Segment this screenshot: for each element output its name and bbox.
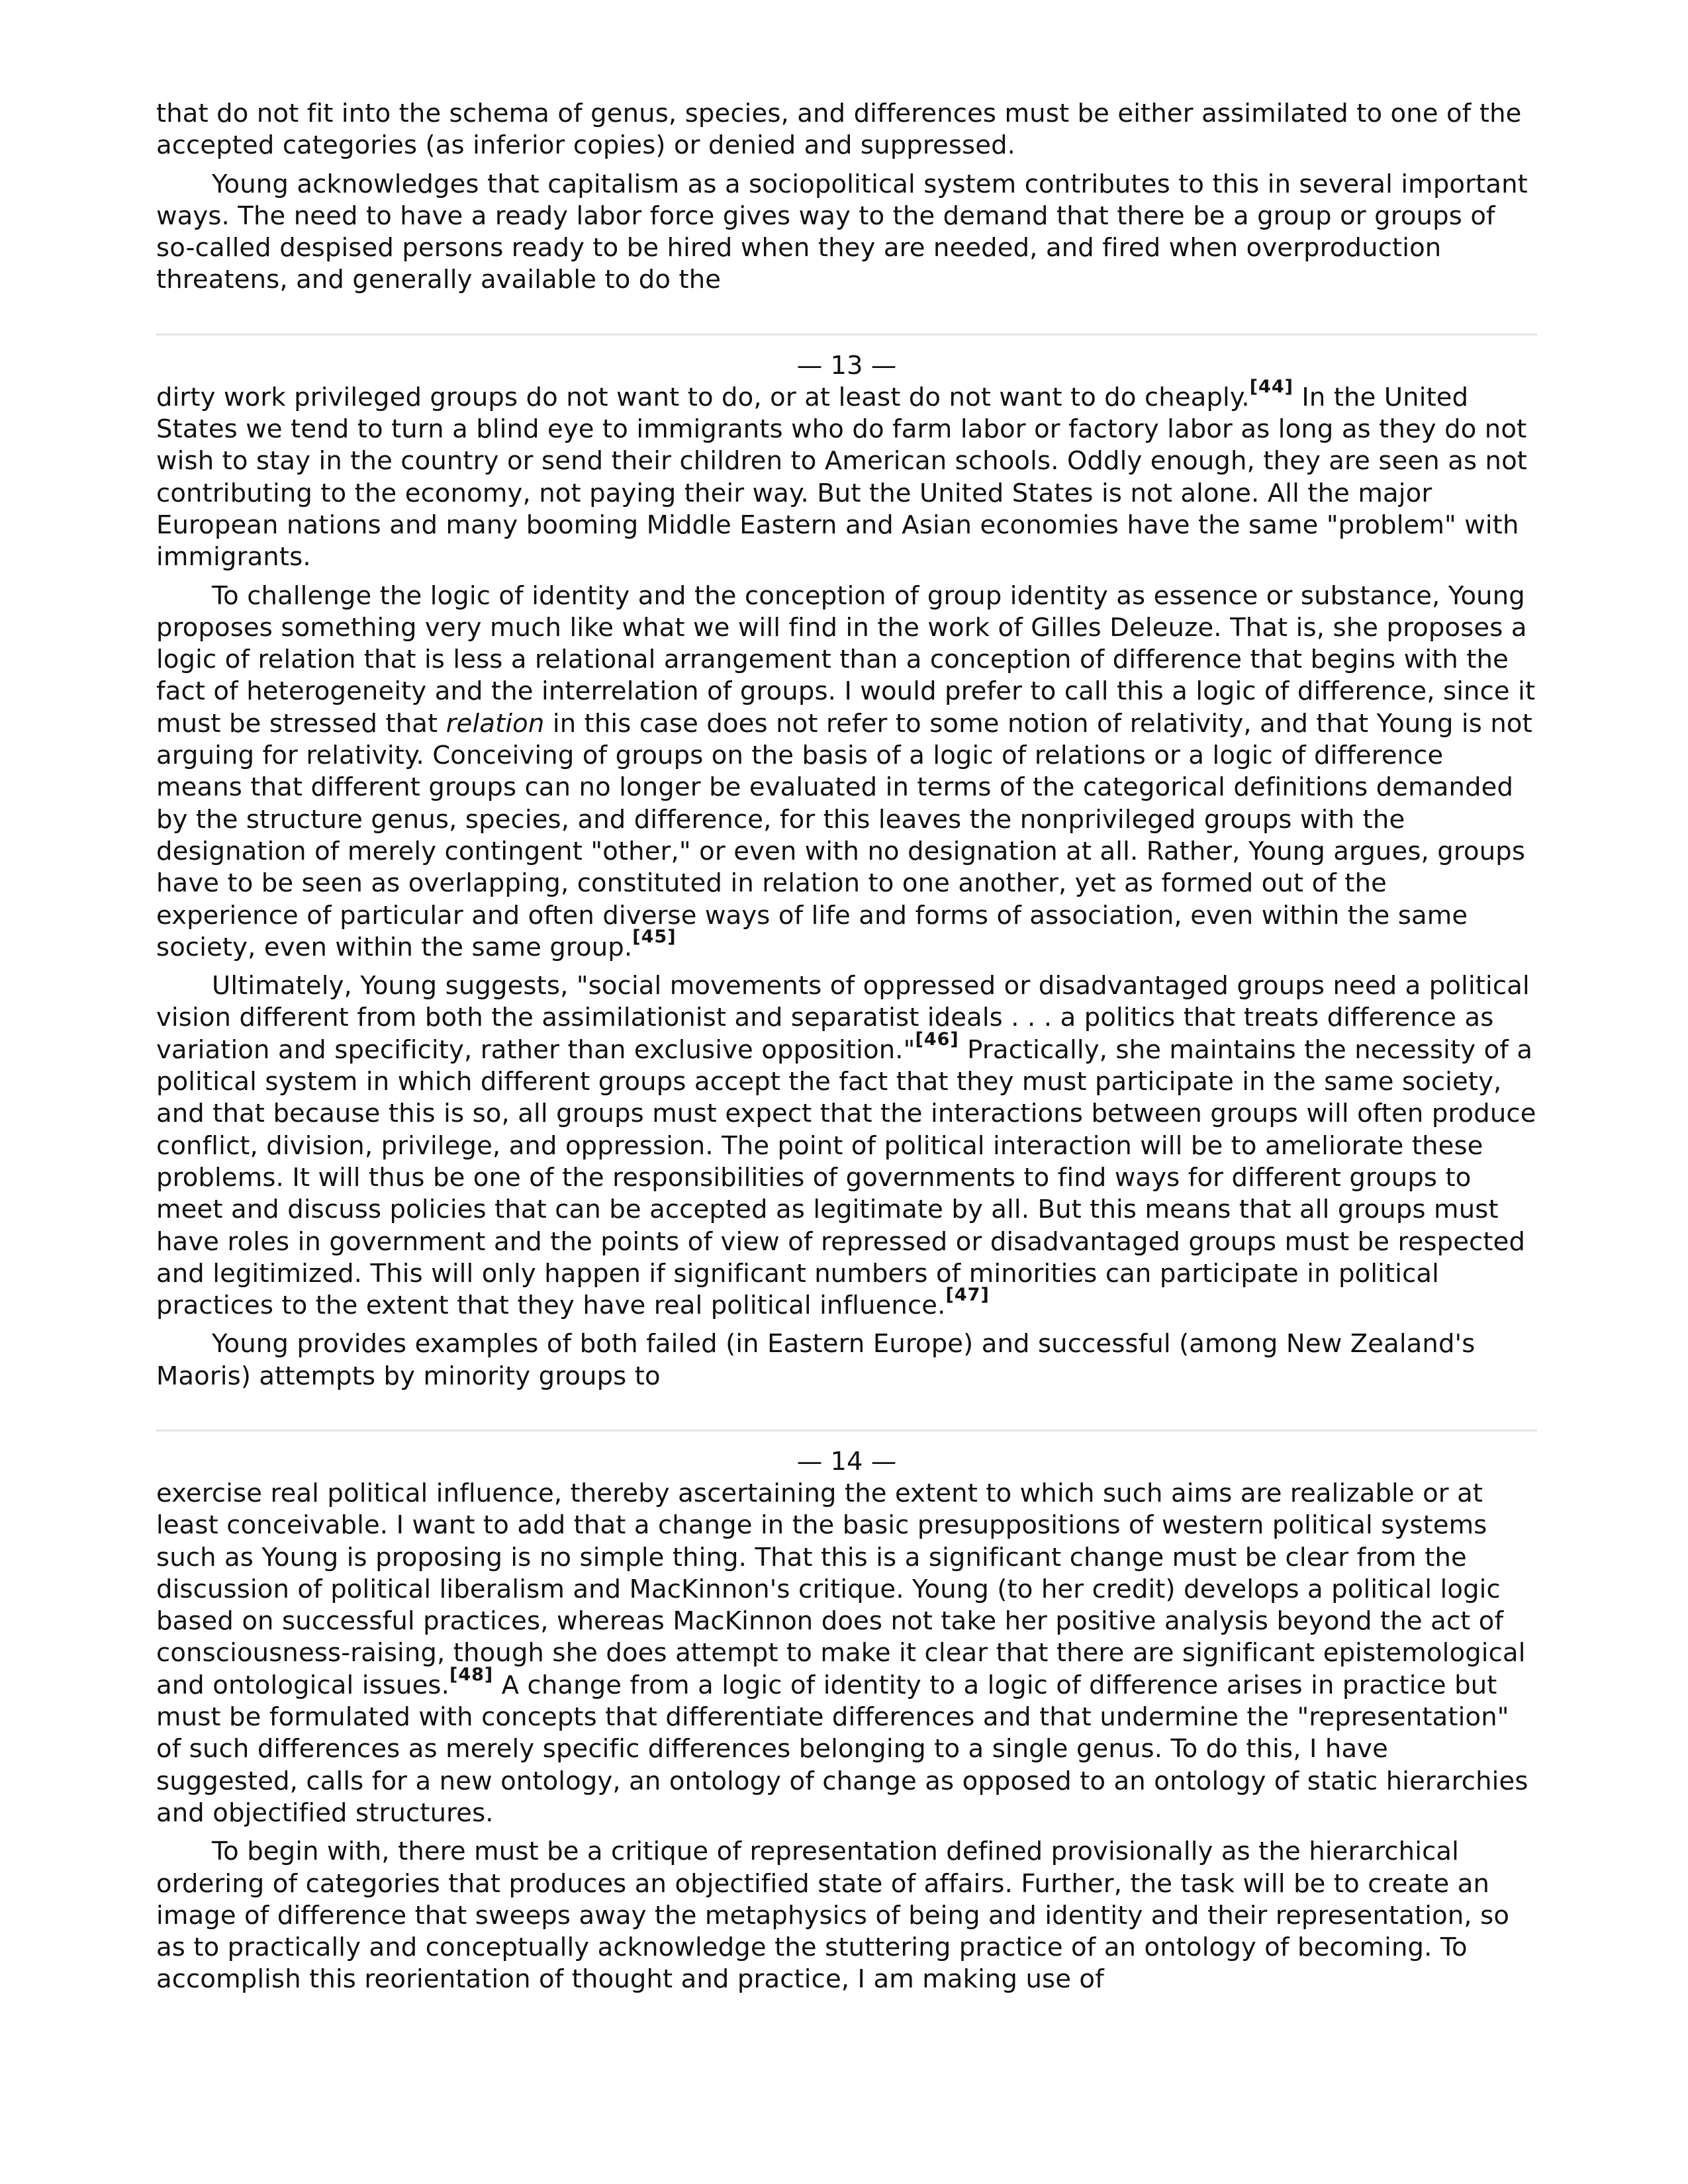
page-number-14: — 14 — xyxy=(796,1446,897,1477)
footnote-ref-48[interactable]: [48] xyxy=(449,1664,494,1685)
paragraph-dirty-work: dirty work privileged groups do not want to do, or at least do not want to do cheaply.[44] In the United States we tend to turn a blind eye to immigrants who do farm labor or factory labor as long as they do not wish to stay in the country or send their children to American schools. Oddly enough, they are seen as not contributing to the economy, not paying their way. But the United States is not alone. All the major European nations and many booming Middle Eastern and Asian economies have the same "problem" with immigrants. xyxy=(156,376,1528,572)
page-number-13: — 13 — xyxy=(796,350,897,381)
paragraph-critique-of-representation: To begin with, there must be a critique of representation defined provisionally as the hierarchical ordering of categories that produces an objectified state of affairs. Further, the task will be to create an image of difference that sweeps away the metaphysics of being and identity and their representation, so as to practically and conceptually acknowledge the stuttering practice of an ontology of becoming. To accomplish this reorientation of thought and practice, I am making use of xyxy=(156,1837,1510,1995)
page-divider xyxy=(156,1430,1537,1432)
page-divider xyxy=(156,334,1537,336)
document-page xyxy=(156,98,1537,1996)
paragraph-logic-of-identity: To challenge the logic of identity and the conception of group identity as essence or substance, Young proposes something very much like what we will find in the work of Gilles Deleuze. That is, she proposes a logic of relation that is less a relational arrangement than a conception of difference that begins with the fact of heterogeneity and the interrelation of groups. I would prefer to call this a logic of difference, since it must be stressed that relation in this case does not refer to some notion of relativity, and that Young is not arguing for relativity. Conceiving of groups on the basis of a logic of relations or a logic of difference means that different groups can no longer be evaluated in terms of the categorical definitions demanded by the structure genus, species, and difference, for this leaves the nonprivileged groups with the designation of merely contingent "other," or even with no designation at all. Rather, Young argues, groups have to be seen as overlapping, constituted in relation to one another, yet as formed out of the experience of particular and often diverse ways of life and forms of association, even within the same society, even within the same group.[45] xyxy=(156,580,1536,962)
footnote-ref-44[interactable]: [44] xyxy=(1249,376,1293,397)
paragraph-political-influence: exercise real political influence, thereby ascertaining the extent to which such aims are realizable or at least conceivable. I want to add that a change in the basic presuppositions of western political systems such as Young is proposing is no simple thing. That this is a significant change must be clear from the discussion of political liberalism and MacKinnon's critique. Young (to her credit) develops a political logic based on successful practices, whereas MacKinnon does not take her positive analysis beyond the act of consciousness-raising, though she does attempt to make it clear that there are significant epistemological and ontological issues.[48] A change from a logic of identity to a logic of difference arises in practice but must be formulated with concepts that differentiate differences and that undermine the "representation" of such differences as merely specific differences belonging to a single genus. To do this, I have suggested, calls for a new ontology, an ontology of change as opposed to an ontology of static hierarchies and objectified structures. xyxy=(156,1478,1528,1828)
footnote-ref-47[interactable]: [47] xyxy=(945,1285,990,1306)
paragraph-capitalism: Young acknowledges that capitalism as a sociopolitical system contributes to this in several important ways. The need to have a ready labor force gives way to the demand that there be a group or groups of so-called despised persons ready to be hired when they are needed, and fired when overproduction threatens, and generally available to do the xyxy=(156,169,1528,295)
footnote-ref-46[interactable]: [46] xyxy=(915,1028,959,1050)
paragraph-genus-species: that do not fit into the schema of genus, species, and differences must be either assimilated to one of the accepted categories (as inferior copies) or denied and suppressed. xyxy=(156,99,1522,161)
footnote-ref-45[interactable]: [45] xyxy=(632,926,677,947)
paragraph-young-examples: Young provides examples of both failed (in Eastern Europe) and successful (among New Zealand's Maoris) attempts by minority groups to xyxy=(156,1329,1476,1391)
emphasis-relation: relation xyxy=(445,708,545,739)
paragraph-social-movements: Ultimately, Young suggests, "social movements of oppressed or disadvantaged groups need a political vision different from both the assimilationist and separatist ideals . . . a politics that treats difference as variation and specificity, rather than exclusive opposition."[46] Practically, she maintains the necessity of a political system in which different groups accept the fact that they must participate in the same society, and that because this is so, all groups must expect that the interactions between groups will often produce conflict, division, privilege, and oppression. The point of political interaction will be to ameliorate these problems. It will thus be one of the responsibilities of governments to find ways for different groups to meet and discuss policies that can be accepted as legitimate by all. But this means that all groups must have roles in government and the points of view of repressed or disadvantaged groups must be respected and legitimized. This will only happen if significant numbers of minorities can participate in political practices to the extent that they have real political influence.[47] xyxy=(156,971,1536,1321)
